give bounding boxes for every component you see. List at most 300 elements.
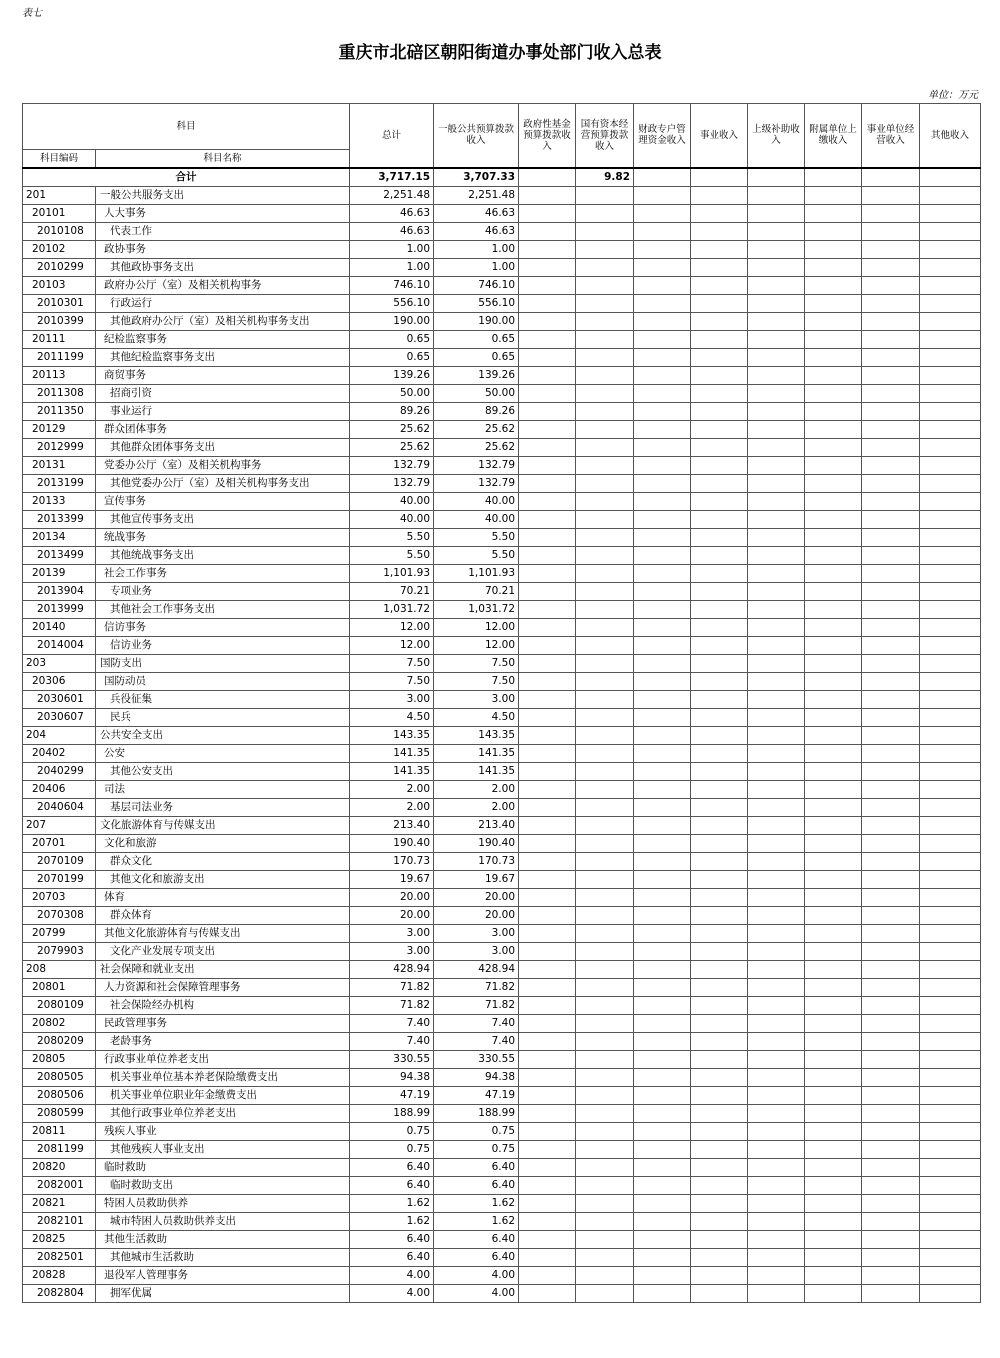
cell-code: 2030607 [23, 708, 96, 726]
cell-total: 132.79 [350, 474, 434, 492]
cell-code: 208 [23, 960, 96, 978]
cell-soe [576, 1284, 634, 1302]
cell-business [691, 258, 748, 276]
cell-gov-fund [519, 420, 576, 438]
cell-affiliate [805, 978, 862, 996]
cell-special-account [634, 222, 691, 240]
cell-other [920, 762, 981, 780]
cell-special-account [634, 474, 691, 492]
cell-affiliate [805, 258, 862, 276]
cell-soe [576, 204, 634, 222]
cell-name: 信访业务 [96, 636, 350, 654]
cell-soe [576, 1086, 634, 1104]
cell-general: 5.50 [434, 528, 519, 546]
table-row [23, 924, 981, 942]
cell-affiliate [805, 924, 862, 942]
cell-soe [576, 492, 634, 510]
cell-soe [576, 690, 634, 708]
table-row [23, 726, 981, 744]
cell-gov-fund [519, 1104, 576, 1122]
table-row [23, 546, 981, 564]
cell-soe [576, 1068, 634, 1086]
cell-business [691, 744, 748, 762]
cell-general: 70.21 [434, 582, 519, 600]
cell-subsidy [748, 672, 805, 690]
cell-soe [576, 240, 634, 258]
cell-general: 1.62 [434, 1212, 519, 1230]
cell-general: 139.26 [434, 366, 519, 384]
cell-operating [862, 690, 920, 708]
table-row [23, 1104, 981, 1122]
cell-gov-fund [519, 474, 576, 492]
cell-code: 2082501 [23, 1248, 96, 1266]
cell-business [691, 312, 748, 330]
cell-subsidy [748, 1158, 805, 1176]
cell-code: 2013499 [23, 546, 96, 564]
cell-special-account [634, 1194, 691, 1212]
cell-subsidy [748, 906, 805, 924]
cell-operating [862, 924, 920, 942]
cell-operating [862, 600, 920, 618]
cell-business [691, 276, 748, 294]
cell-soe [576, 600, 634, 618]
cell-code: 2082101 [23, 1212, 96, 1230]
cell-operating [862, 1032, 920, 1050]
cell-total: 141.35 [350, 744, 434, 762]
table-row [23, 312, 981, 330]
cell-business [691, 366, 748, 384]
cell-affiliate [805, 438, 862, 456]
page-title: 重庆市北碚区朝阳街道办事处部门收入总表 [338, 43, 662, 63]
cell-business [691, 870, 748, 888]
cell-general: 1,031.72 [434, 600, 519, 618]
cell-general: 94.38 [434, 1068, 519, 1086]
cell-code: 2010108 [23, 222, 96, 240]
cell-total: 132.79 [350, 456, 434, 474]
table-row [23, 474, 981, 492]
cell-other [920, 1068, 981, 1086]
cell-code: 20140 [23, 618, 96, 636]
cell-business [691, 1068, 748, 1086]
table-body [23, 168, 981, 1303]
cell-operating [862, 762, 920, 780]
cell-general: 143.35 [434, 726, 519, 744]
cell-total: 4.00 [350, 1284, 434, 1302]
table-row [23, 492, 981, 510]
header-operating-income: 事业单位经营收入 [862, 104, 920, 168]
cell-general: 188.99 [434, 1104, 519, 1122]
cell-business [691, 384, 748, 402]
cell-total: 7.50 [350, 654, 434, 672]
cell-subsidy [748, 1140, 805, 1158]
cell-other [920, 186, 981, 204]
cell-operating [862, 546, 920, 564]
cell-general: 12.00 [434, 636, 519, 654]
cell-business [691, 816, 748, 834]
cell-operating [862, 1158, 920, 1176]
cell-other [920, 654, 981, 672]
cell-special-account [634, 996, 691, 1014]
cell-name: 民兵 [96, 708, 350, 726]
cell-gov-fund [519, 1212, 576, 1230]
cell-total: 40.00 [350, 492, 434, 510]
cell-general: 7.50 [434, 654, 519, 672]
cell-soe [576, 276, 634, 294]
cell-subsidy [748, 546, 805, 564]
total-gov-fund [519, 168, 576, 187]
cell-total: 25.62 [350, 420, 434, 438]
cell-other [920, 1140, 981, 1158]
cell-business [691, 528, 748, 546]
cell-soe [576, 1194, 634, 1212]
cell-subsidy [748, 258, 805, 276]
table-row [23, 204, 981, 222]
cell-special-account [634, 780, 691, 798]
cell-subsidy [748, 942, 805, 960]
cell-name: 代表工作 [96, 222, 350, 240]
cell-general: 12.00 [434, 618, 519, 636]
cell-operating [862, 510, 920, 528]
cell-soe [576, 582, 634, 600]
cell-total: 12.00 [350, 636, 434, 654]
cell-operating [862, 294, 920, 312]
cell-code: 20133 [23, 492, 96, 510]
cell-soe [576, 924, 634, 942]
cell-special-account [634, 744, 691, 762]
cell-affiliate [805, 1050, 862, 1068]
cell-special-account [634, 924, 691, 942]
cell-affiliate [805, 546, 862, 564]
cell-subsidy [748, 1122, 805, 1140]
cell-subsidy [748, 1212, 805, 1230]
cell-business [691, 600, 748, 618]
table-row [23, 690, 981, 708]
cell-affiliate [805, 618, 862, 636]
cell-subsidy [748, 582, 805, 600]
cell-total: 70.21 [350, 582, 434, 600]
cell-gov-fund [519, 1158, 576, 1176]
table-row [23, 456, 981, 474]
cell-name: 其他群众团体事务支出 [96, 438, 350, 456]
cell-gov-fund [519, 294, 576, 312]
cell-general: 20.00 [434, 906, 519, 924]
cell-operating [862, 312, 920, 330]
cell-name: 专项业务 [96, 582, 350, 600]
total-other [920, 168, 981, 187]
cell-name: 临时救助 [96, 1158, 350, 1176]
cell-special-account [634, 1158, 691, 1176]
cell-general: 141.35 [434, 744, 519, 762]
cell-business [691, 1086, 748, 1104]
cell-other [920, 330, 981, 348]
cell-total: 89.26 [350, 402, 434, 420]
cell-code: 2081199 [23, 1140, 96, 1158]
cell-affiliate [805, 762, 862, 780]
cell-special-account [634, 312, 691, 330]
cell-name: 其他行政事业单位养老支出 [96, 1104, 350, 1122]
cell-special-account [634, 438, 691, 456]
table-row [23, 528, 981, 546]
cell-total: 1,031.72 [350, 600, 434, 618]
cell-affiliate [805, 672, 862, 690]
cell-affiliate [805, 1014, 862, 1032]
cell-total: 330.55 [350, 1050, 434, 1068]
cell-other [920, 780, 981, 798]
cell-business [691, 708, 748, 726]
table-row [23, 744, 981, 762]
cell-general: 47.19 [434, 1086, 519, 1104]
header-code: 科目编码 [23, 150, 96, 168]
cell-operating [862, 1140, 920, 1158]
cell-special-account [634, 582, 691, 600]
cell-subsidy [748, 654, 805, 672]
cell-general: 50.00 [434, 384, 519, 402]
table-row [23, 798, 981, 816]
cell-code: 2070199 [23, 870, 96, 888]
cell-total: 1,101.93 [350, 564, 434, 582]
cell-business [691, 1140, 748, 1158]
cell-subsidy [748, 276, 805, 294]
cell-code: 20825 [23, 1230, 96, 1248]
cell-operating [862, 1212, 920, 1230]
cell-gov-fund [519, 564, 576, 582]
cell-subsidy [748, 1284, 805, 1302]
cell-general: 5.50 [434, 546, 519, 564]
cell-total: 4.50 [350, 708, 434, 726]
cell-name: 临时救助支出 [96, 1176, 350, 1194]
cell-other [920, 690, 981, 708]
unit-label: 单位：万元 [928, 90, 978, 101]
cell-business [691, 582, 748, 600]
table-row [23, 1050, 981, 1068]
cell-gov-fund [519, 942, 576, 960]
cell-soe [576, 1050, 634, 1068]
cell-business [691, 1248, 748, 1266]
cell-name: 其他社会工作事务支出 [96, 600, 350, 618]
cell-general: 25.62 [434, 438, 519, 456]
cell-other [920, 384, 981, 402]
cell-affiliate [805, 312, 862, 330]
cell-gov-fund [519, 924, 576, 942]
cell-business [691, 222, 748, 240]
cell-special-account [634, 690, 691, 708]
cell-total: 7.40 [350, 1014, 434, 1032]
cell-general: 4.00 [434, 1266, 519, 1284]
cell-total: 556.10 [350, 294, 434, 312]
table-row [23, 1086, 981, 1104]
header-business-income: 事业收入 [691, 104, 748, 168]
cell-name: 纪检监察事务 [96, 330, 350, 348]
cell-operating [862, 780, 920, 798]
cell-operating [862, 528, 920, 546]
cell-name: 其他生活救助 [96, 1230, 350, 1248]
cell-operating [862, 996, 920, 1014]
cell-other [920, 708, 981, 726]
cell-business [691, 1122, 748, 1140]
cell-other [920, 510, 981, 528]
cell-gov-fund [519, 1176, 576, 1194]
cell-business [691, 1104, 748, 1122]
cell-code: 2080599 [23, 1104, 96, 1122]
cell-soe [576, 528, 634, 546]
cell-soe [576, 852, 634, 870]
cell-other [920, 276, 981, 294]
cell-special-account [634, 1284, 691, 1302]
cell-name: 机关事业单位职业年金缴费支出 [96, 1086, 350, 1104]
cell-general: 190.00 [434, 312, 519, 330]
cell-other [920, 978, 981, 996]
cell-affiliate [805, 366, 862, 384]
cell-soe [576, 996, 634, 1014]
cell-subsidy [748, 870, 805, 888]
cell-business [691, 654, 748, 672]
cell-general: 170.73 [434, 852, 519, 870]
cell-name: 政协事务 [96, 240, 350, 258]
cell-subsidy [748, 294, 805, 312]
cell-code: 20805 [23, 1050, 96, 1068]
cell-code: 2012999 [23, 438, 96, 456]
cell-code: 20799 [23, 924, 96, 942]
cell-soe [576, 834, 634, 852]
cell-operating [862, 1266, 920, 1284]
cell-code: 2014004 [23, 636, 96, 654]
income-table [22, 103, 981, 1303]
table-row [23, 276, 981, 294]
cell-operating [862, 1014, 920, 1032]
cell-gov-fund [519, 636, 576, 654]
cell-name: 其他政府办公厅（室）及相关机构事务支出 [96, 312, 350, 330]
cell-operating [862, 618, 920, 636]
cell-business [691, 330, 748, 348]
cell-business [691, 186, 748, 204]
cell-total: 6.40 [350, 1248, 434, 1266]
cell-other [920, 348, 981, 366]
cell-general: 6.40 [434, 1176, 519, 1194]
cell-other [920, 204, 981, 222]
table-row [23, 330, 981, 348]
total-soe: 9.82 [576, 168, 634, 187]
cell-soe [576, 258, 634, 276]
cell-general: 1.00 [434, 240, 519, 258]
cell-name: 文化和旅游 [96, 834, 350, 852]
cell-business [691, 1194, 748, 1212]
cell-other [920, 672, 981, 690]
cell-name: 事业运行 [96, 402, 350, 420]
table-row [23, 762, 981, 780]
cell-gov-fund [519, 402, 576, 420]
cell-name: 其他政协事务支出 [96, 258, 350, 276]
cell-other [920, 258, 981, 276]
cell-special-account [634, 906, 691, 924]
cell-name: 群众体育 [96, 906, 350, 924]
cell-subsidy [748, 456, 805, 474]
cell-soe [576, 942, 634, 960]
cell-total: 20.00 [350, 888, 434, 906]
cell-operating [862, 942, 920, 960]
cell-general: 0.75 [434, 1122, 519, 1140]
cell-soe [576, 762, 634, 780]
cell-special-account [634, 1104, 691, 1122]
cell-operating [862, 798, 920, 816]
cell-affiliate [805, 1140, 862, 1158]
cell-name: 文化旅游体育与传媒支出 [96, 816, 350, 834]
cell-special-account [634, 186, 691, 204]
cell-soe [576, 438, 634, 456]
table-row [23, 888, 981, 906]
cell-general: 132.79 [434, 456, 519, 474]
table-row [23, 636, 981, 654]
cell-other [920, 1014, 981, 1032]
cell-operating [862, 906, 920, 924]
cell-soe [576, 1014, 634, 1032]
cell-gov-fund [519, 456, 576, 474]
cell-total: 46.63 [350, 222, 434, 240]
table-row [23, 1266, 981, 1284]
cell-special-account [634, 420, 691, 438]
cell-special-account [634, 672, 691, 690]
cell-total: 0.65 [350, 348, 434, 366]
table-row [23, 510, 981, 528]
cell-general: 428.94 [434, 960, 519, 978]
cell-business [691, 636, 748, 654]
table-number-label: 表七 [22, 8, 42, 19]
cell-operating [862, 582, 920, 600]
cell-affiliate [805, 888, 862, 906]
cell-code: 20131 [23, 456, 96, 474]
cell-special-account [634, 366, 691, 384]
cell-other [920, 420, 981, 438]
cell-gov-fund [519, 492, 576, 510]
cell-general: 2,251.48 [434, 186, 519, 204]
cell-gov-fund [519, 888, 576, 906]
cell-business [691, 780, 748, 798]
cell-total: 4.00 [350, 1266, 434, 1284]
cell-soe [576, 1248, 634, 1266]
cell-business [691, 888, 748, 906]
cell-total: 139.26 [350, 366, 434, 384]
cell-subsidy [748, 330, 805, 348]
cell-subsidy [748, 1086, 805, 1104]
header-affiliate-income: 附属单位上缴收入 [805, 104, 862, 168]
cell-soe [576, 456, 634, 474]
cell-other [920, 474, 981, 492]
cell-operating [862, 1068, 920, 1086]
cell-business [691, 474, 748, 492]
cell-affiliate [805, 402, 862, 420]
cell-operating [862, 1230, 920, 1248]
header-other-income: 其他收入 [920, 104, 981, 168]
cell-gov-fund [519, 870, 576, 888]
cell-subsidy [748, 888, 805, 906]
table-row [23, 186, 981, 204]
cell-gov-fund [519, 366, 576, 384]
cell-total: 2.00 [350, 798, 434, 816]
cell-subsidy [748, 1050, 805, 1068]
cell-name: 其他宣传事务支出 [96, 510, 350, 528]
table-row [23, 816, 981, 834]
cell-name: 信访事务 [96, 618, 350, 636]
cell-other [920, 492, 981, 510]
cell-affiliate [805, 816, 862, 834]
cell-operating [862, 960, 920, 978]
cell-gov-fund [519, 204, 576, 222]
table-row [23, 1248, 981, 1266]
cell-subsidy [748, 402, 805, 420]
cell-total: 47.19 [350, 1086, 434, 1104]
cell-soe [576, 1158, 634, 1176]
cell-affiliate [805, 1230, 862, 1248]
table-row [23, 780, 981, 798]
